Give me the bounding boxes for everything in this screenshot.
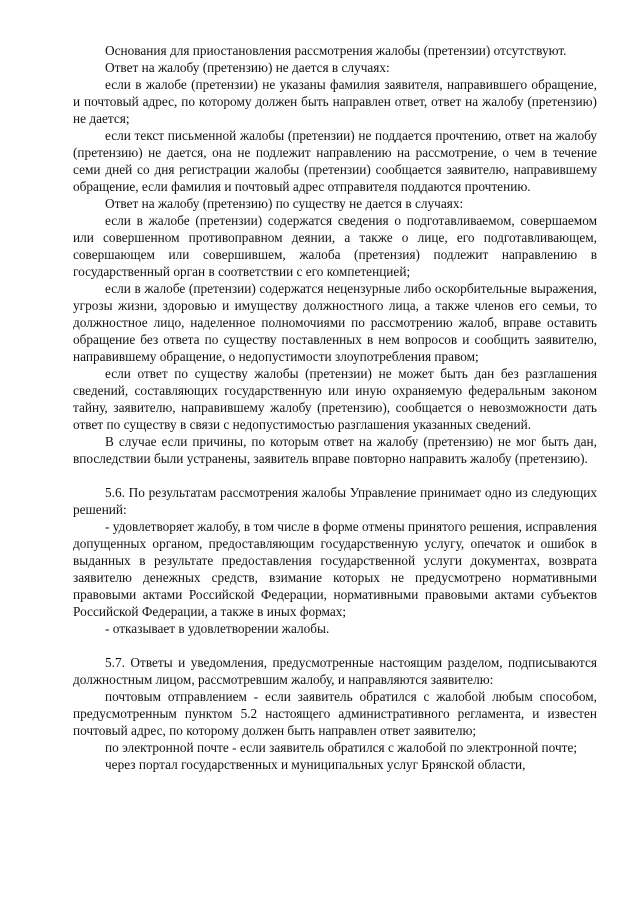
paragraph-no-answer-cases: Ответ на жалобу (претензию) не дается в случаях: <box>105 60 390 75</box>
paragraph-email-delivery: по электронной почте - если заявитель обратился с жалобой по электронной почте; <box>105 740 578 755</box>
paragraph-refuse-complaint: - отказывает в удовлетворении жалобы. <box>105 621 330 636</box>
document-page <box>73 42 597 773</box>
paragraph-postal-delivery: почтовым отправлением - если заявитель обратился с жалобой любым способом, предусмотренным пунктом 5.2 настоящего административного регламента, и известен почтовый адрес, по которому должен быть направлен ответ заявителю; <box>73 689 597 738</box>
paragraph-unreadable-text: если текст письменной жалобы (претензии) не поддается прочтению, ответ на жалобу (претензию) не дается, она не подлежит направлению на рассмотрение, о чем в течение семи дней со дня регистрации жалобы (претензии) сообщается заявителю, направившему обращение, если фамилия и почтовый адрес отправителя поддаются прочтению. <box>73 128 597 194</box>
paragraph-section-5-6: 5.6. По результатам рассмотрения жалобы Управление принимает одно из следующих решений: <box>73 485 597 517</box>
paragraph-offensive-language: если в жалобе (претензии) содержатся нецензурные либо оскорбительные выражения, угрозы жизни, здоровью и имуществу должностного лица, а также членов его семьи, то должностное лицо, наделенное полномочиями по рассмотрению жалоб, вправе оставить обращение без ответа по существу поставленных в нем вопросов и сообщить заявителю, направившему обращение, о недопустимости злоупотребления правом; <box>73 281 597 364</box>
paragraph-portal-delivery: через портал государственных и муниципальных услуг Брянской области, <box>105 757 526 772</box>
paragraph-no-substantive-answer: Ответ на жалобу (претензию) по существу не дается в случаях: <box>105 196 464 211</box>
paragraph-unlawful-act: если в жалобе (претензии) содержатся сведения о подготавливаемом, совершаемом или совершенном противоправном деянии, а также о лице, его подготавливающем, совершающем или совершившем, жалоба (претензия) подлежит направлению в государственный орган в соответствии с его компетенцией; <box>73 213 597 279</box>
paragraph-satisfy-complaint: - удовлетворяет жалобу, в том числе в форме отмены принятого решения, исправления допущенных органом, предоставляющим государственную услугу, опечаток и ошибок в выданных в результате предоставления государственной услуги документах, возврата заявителю денежных средств, взимание которых не предусмотрено нормативными правовыми актами Российской Федерации, нормативными правовыми актами субъектов Российской Федерации, а также в иных формах; <box>73 519 597 619</box>
paragraph-section-5-7: 5.7. Ответы и уведомления, предусмотренные настоящим разделом, подписываются должностным лицом, рассмотревшим жалобу, и направляются заявителю: <box>73 655 597 687</box>
paragraph-no-suspension: Основания для приостановления рассмотрения жалобы (претензии) отсутствуют. <box>105 43 567 58</box>
paragraph-repeat-complaint: В случае если причины, по которым ответ на жалобу (претензию) не мог быть дан, впоследствии были устранены, заявитель вправе повторно направить жалобу (претензию). <box>73 434 597 466</box>
paragraph-no-name-address: если в жалобе (претензии) не указаны фамилия заявителя, направившего обращение, и почтовый адрес, по которому должен быть направлен ответ, ответ на жалобу (претензию) не дается; <box>73 77 597 126</box>
paragraph-secret-information: если ответ по существу жалобы (претензии) не может быть дан без разглашения сведений, составляющих государственную или иную охраняемую федеральным законом тайну, заявителю, направившему жалобу (претензию), сообщается о невозможности дать ответ по существу в связи с недопустимостью разглашения указанных сведений. <box>73 366 597 432</box>
